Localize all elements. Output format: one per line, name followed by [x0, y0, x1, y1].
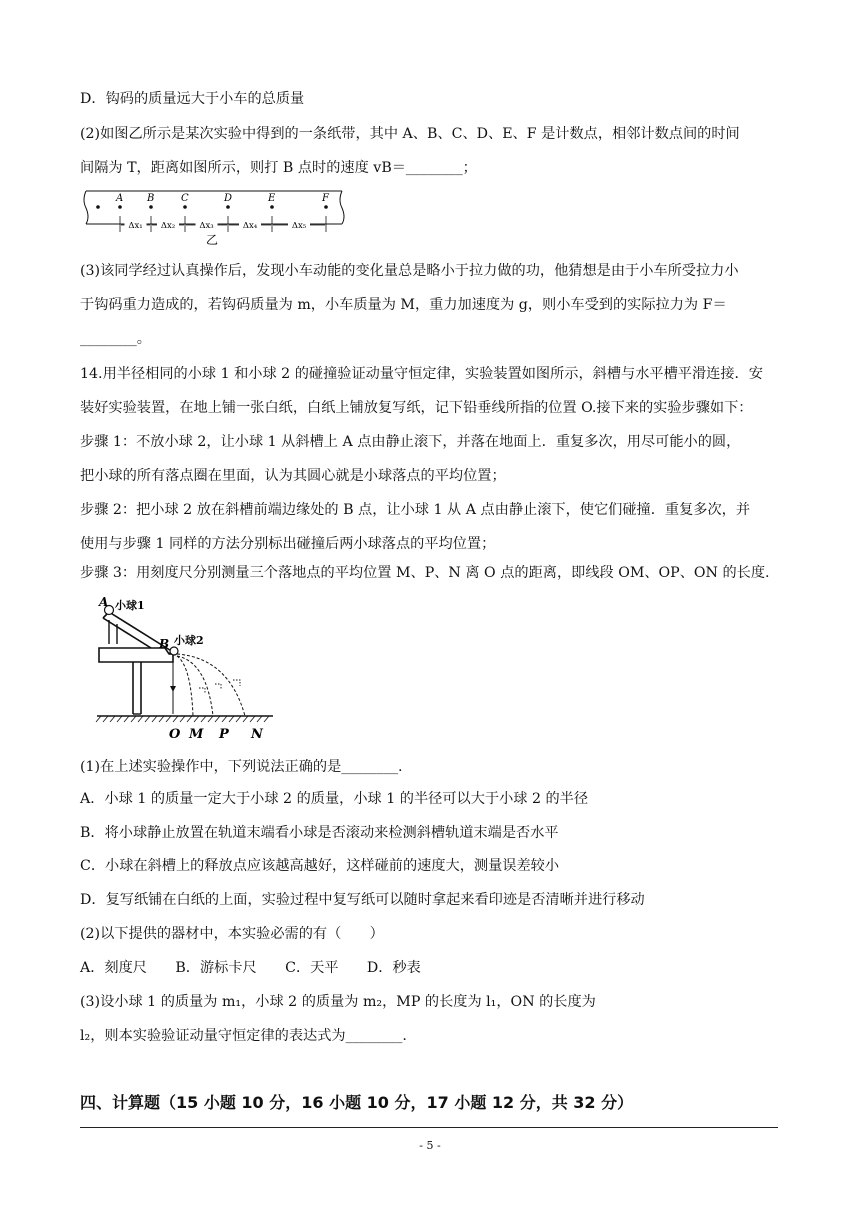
ground-hatch-line [173, 716, 178, 722]
footer-divider [80, 1127, 778, 1128]
q14-question2-options: A．刻度尺 B．游标卡尺 C．天平 D．秒表 [80, 960, 421, 976]
ground-hatch-line [166, 716, 171, 722]
tape-label-b: B [147, 193, 155, 204]
label-ball1: 小球1 [115, 599, 145, 612]
tape-interval-label-5: Δx₅ [291, 221, 307, 231]
page-number: - 5 - [419, 1139, 441, 1152]
ground-hatch-line [117, 716, 122, 722]
label-ball2: 小球2 [174, 634, 204, 647]
tape-point-d [226, 205, 230, 209]
tape-caption: 乙 [206, 233, 219, 247]
tape-label-f: F [322, 193, 329, 204]
q14-option-d: D．复写纸铺在白纸的上面，实验过程中复写纸可以随时拿起来看印迹是否清晰并进行移动 [80, 892, 645, 908]
ground-hatch-line [124, 716, 129, 722]
q14-intro-line1: 14.用半径相同的小球 1 和小球 2 的碰撞验证动量守恒定律，实验装置如图所示，斜槽与水平槽平滑连接．安 [80, 366, 763, 382]
paper-tape-figure [80, 186, 350, 248]
tape-label-e: E [268, 193, 276, 204]
ground-hatch-line [131, 716, 136, 722]
ground-hatch-line [264, 716, 269, 722]
tape-point-f [324, 205, 328, 209]
ground-label-m: M [189, 727, 204, 742]
ground-label-p: P [219, 727, 229, 742]
tape-label-a: A [116, 193, 124, 204]
ground-hatch-line [250, 716, 255, 722]
q13-part3-line1: (3)该同学经过认真操作后，发现小车动能的变化量总是略小于拉力做的功，他猜想是由于小车所受拉力小 [80, 263, 739, 279]
ground-hatch-line [145, 716, 150, 722]
ground-hatch-line [152, 716, 157, 722]
ground-hatch-line [110, 716, 115, 722]
tape-interval-label-2: Δx₂ [160, 221, 176, 231]
q14-intro-line2: 装好实验装置，在地上铺一张白纸，白纸上铺放复写纸，记下铅垂线所指的位置 O.接下来的实验步骤如下： [80, 400, 753, 416]
q14-option-c: C．小球在斜槽上的释放点应该越高越好，这样碰前的速度大，测量误差较小 [80, 858, 560, 874]
q13-part2-line1: (2)如图乙所示是某次实验中得到的一条纸带，其中 A、B、C、D、E、F 是计数点，相邻计数点间的时间 [80, 126, 740, 142]
q14-step2-line2: 使用与步骤 1 同样的方法分别标出碰撞后两小球落点的平均位置； [80, 536, 496, 552]
ground-hatch-line [201, 716, 206, 722]
q14-step1-line2: 把小球的所有落点圈在里面，认为其圆心就是小球落点的平均位置； [80, 468, 506, 484]
tape-interval-label-4: Δx₄ [242, 221, 258, 231]
ground-label-o: O [169, 727, 181, 742]
ground-hatch-line [96, 716, 101, 722]
ground-hatch-line [187, 716, 192, 722]
tape-point-c [183, 205, 187, 209]
ground-hatch-line [222, 716, 227, 722]
tape-interval-label-3: Δx₃ [199, 221, 214, 231]
ground-hatch-line [159, 716, 164, 722]
q14-question1: (1)在上述实验操作中，下列说法正确的是________. [80, 759, 403, 775]
section-title: 四、计算题（15 小题 10 分，16 小题 10 分，17 小题 12 分，共 32 分） [80, 1093, 634, 1112]
q13-part3-line3: ________。 [80, 331, 151, 347]
q14-option-a: A．小球 1 的质量一定大于小球 2 的质量，小球 1 的半径可以大于小球 2 的半径 [80, 791, 589, 807]
tape-interval-label-1: Δx₁ [128, 221, 143, 231]
q13-option-d: D．钩码的质量远大于小车的总质量 [80, 91, 305, 107]
q14-question2: (2)以下提供的器材中，本实验必需的有（ ） [80, 926, 384, 942]
ground-hatch-line [243, 716, 248, 722]
tape-label-d: D [224, 193, 233, 204]
ground-hatch-line [180, 716, 185, 722]
ground-label-n: N [251, 727, 263, 742]
label-a: A [99, 596, 109, 609]
ground-hatch-line [208, 716, 213, 722]
tape-point-e [270, 205, 274, 209]
q13-part3-line2: 于钩码重力造成的，若钩码质量为 m，小车质量为 M，重力加速度为 g，则小车受到的实际拉力为 F＝ [80, 297, 727, 313]
label-b: B [159, 637, 170, 651]
collision-apparatus-figure [95, 596, 285, 744]
ground-hatch-line [138, 716, 143, 722]
q14-step3: 步骤 3：用刻度尺分别测量三个落地点的平均位置 M、P、N 离 O 点的距离，即线段 OM、OP、ON 的长度. [80, 565, 770, 581]
tape-point-a [118, 205, 122, 209]
ground-hatch-line [103, 716, 108, 722]
ground-hatch-line [229, 716, 234, 722]
ground-hatch-line [215, 716, 220, 722]
q14-option-b: B．将小球静止放置在轨道末端看小球是否滚动来检测斜槽轨道末端是否水平 [80, 825, 559, 841]
q14-question3-line2: l₂，则本实验验证动量守恒定律的表达式为________. [80, 1028, 407, 1044]
ground-hatch-line [257, 716, 262, 722]
ground-hatch-line [236, 716, 241, 722]
q14-question3-line1: (3)设小球 1 的质量为 m₁，小球 2 的质量为 m₂，MP 的长度为 l₁，ON 的长度为 [80, 994, 596, 1010]
tape-label-c: C [181, 193, 189, 204]
q14-step1-line1: 步骤 1：不放小球 2，让小球 1 从斜槽上 A 点由静止滚下，并落在地面上．重复多次，用尽可能小的圆， [80, 434, 741, 450]
tape-point-b [149, 205, 153, 209]
q13-part2-line2: 间隔为 T，距离如图所示，则打 B 点时的速度 vB＝________； [80, 160, 477, 176]
ground-hatch-line [194, 716, 199, 722]
q14-step2-line1: 步骤 2：把小球 2 放在斜槽前端边缘处的 B 点，让小球 1 从 A 点由静止滚下，使它们碰撞．重复多次，并 [80, 502, 751, 518]
